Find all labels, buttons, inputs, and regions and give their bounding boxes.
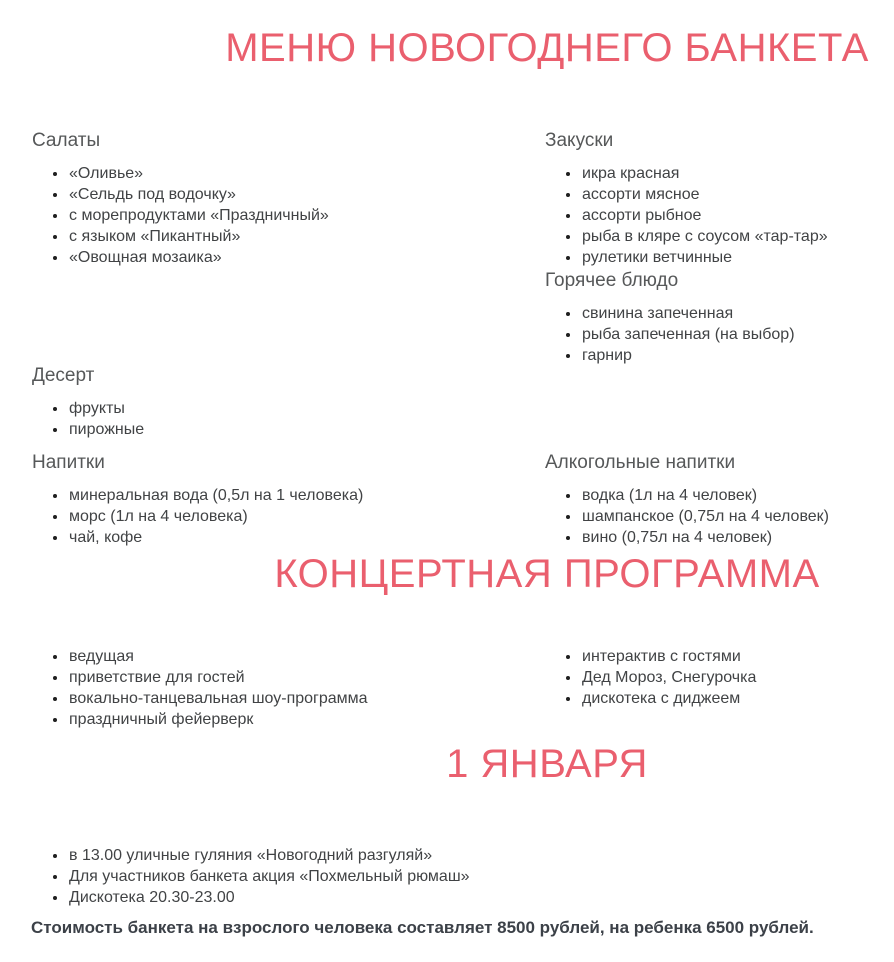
list-item: • интерактив с гостями xyxy=(581,646,894,667)
section-hot-dish-list xyxy=(545,303,894,366)
section-alcohol-drinks xyxy=(545,450,894,548)
program-list-right xyxy=(545,646,894,709)
program-list-left xyxy=(32,646,512,730)
january-first-heading: 1 ЯНВАРЯ xyxy=(446,742,648,786)
list-item: • рулетики ветчинные xyxy=(581,247,894,268)
page-title: МЕНЮ НОВОГОДНЕГО БАНКЕТА xyxy=(225,26,869,70)
list-item: • «Сельдь под водочку» xyxy=(68,184,502,205)
list-item: • Дискотека 20.30-23.00 xyxy=(68,887,552,908)
list-item: • рыба запеченная (на выбор) xyxy=(581,324,894,345)
list-item: • гарнир xyxy=(581,345,894,366)
list-item: • с языком «Пикантный» xyxy=(68,226,502,247)
section-appetizers-list xyxy=(545,163,894,268)
list-item: • ведущая xyxy=(68,646,512,667)
list-item: • водка (1л на 4 человек) xyxy=(581,485,894,506)
section-drinks-heading: Напитки xyxy=(32,452,105,473)
january-first-list xyxy=(32,845,552,908)
section-hot-dish-heading: Горячее блюдо xyxy=(545,270,679,291)
list-item: • Для участников банкета акция «Похмельный рюмаш» xyxy=(68,866,552,887)
list-item: • ассорти рыбное xyxy=(581,205,894,226)
list-item: • в 13.00 уличные гуляния «Новогодний разгуляй» xyxy=(68,845,552,866)
section-salads-list xyxy=(32,163,502,268)
list-item: • праздничный фейерверк xyxy=(68,709,512,730)
list-item: • икра красная xyxy=(581,163,894,184)
section-appetizers-heading: Закуски xyxy=(545,130,614,151)
section-dessert-heading: Десерт xyxy=(32,365,95,386)
section-drinks-list xyxy=(32,485,502,548)
list-item: • шампанское (0,75л на 4 человек) xyxy=(581,506,894,527)
section-salads xyxy=(32,128,502,268)
section-salads-heading: Салаты xyxy=(32,130,101,151)
section-drinks xyxy=(32,450,502,548)
list-item: • вокально-танцевальная шоу-программа xyxy=(68,688,512,709)
section-hot-dish xyxy=(545,268,894,366)
list-item: • рыба в кляре с соусом «тар-тар» xyxy=(581,226,894,247)
section-alcohol-drinks-list xyxy=(545,485,894,548)
section-alcohol-drinks-heading: Алкогольные напитки xyxy=(545,452,736,473)
section-dessert xyxy=(32,363,502,440)
list-item: • минеральная вода (0,5л на 1 человека) xyxy=(68,485,502,506)
price-note: Стоимость банкета на взрослого человека составляет 8500 рублей, на ребенка 6500 рублей. xyxy=(31,918,814,937)
list-item: • фрукты xyxy=(68,398,502,419)
list-item: • приветствие для гостей xyxy=(68,667,512,688)
concert-program-heading: КОНЦЕРТНАЯ ПРОГРАММА xyxy=(274,552,820,596)
list-item: • дискотека с диджеем xyxy=(581,688,894,709)
list-item: • свинина запеченная xyxy=(581,303,894,324)
list-item: • морс (1л на 4 человека) xyxy=(68,506,502,527)
list-item: • «Оливье» xyxy=(68,163,502,184)
section-dessert-list xyxy=(32,398,502,440)
list-item: • вино (0,75л на 4 человек) xyxy=(581,527,894,548)
list-item: • чай, кофе xyxy=(68,527,502,548)
list-item: • ассорти мясное xyxy=(581,184,894,205)
list-item: • с морепродуктами «Праздничный» xyxy=(68,205,502,226)
list-item: • пирожные xyxy=(68,419,502,440)
list-item: • «Овощная мозаика» xyxy=(68,247,502,268)
section-appetizers xyxy=(545,128,894,268)
list-item: • Дед Мороз, Снегурочка xyxy=(581,667,894,688)
